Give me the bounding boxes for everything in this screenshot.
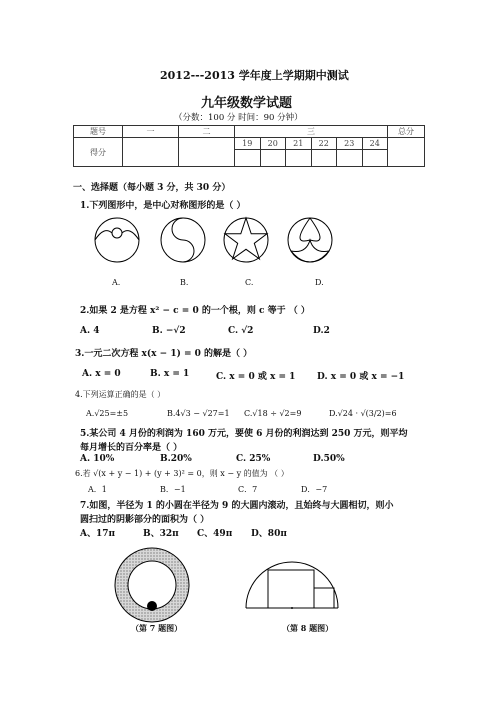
sub-19: 19 bbox=[235, 138, 261, 150]
defen-label: 得分 bbox=[74, 138, 123, 167]
q5-option-b: B.20% bbox=[160, 454, 192, 464]
figure-7-caption: （第 7 题图） bbox=[131, 623, 183, 633]
q5-option-c: C. 25% bbox=[236, 454, 271, 464]
col-2-header: 二 bbox=[179, 126, 235, 138]
sub-23: 23 bbox=[337, 138, 363, 150]
q4-option-b: B.4√3 − √27=1 bbox=[167, 409, 230, 418]
q1-label-c: C. bbox=[245, 278, 254, 287]
exam-info: （分数：100 分 时间：90 分钟） bbox=[174, 113, 303, 123]
question-6: 6.若 √(x + y − 1) + (y + 3)² = 0，则 x − y 的值为 （ ） bbox=[75, 469, 289, 478]
q1-label-d: D. bbox=[315, 278, 324, 287]
q4-option-a: A.√25=±5 bbox=[86, 409, 129, 418]
q2-option-a: A. 4 bbox=[80, 326, 100, 336]
exam-title: 2012---2013 学年度上学期期中测试 bbox=[160, 69, 349, 82]
question-5-line1: 5.某公司 4 月份的利润为 160 万元，要使 6 月份的利润达到 250 万元，则平均 bbox=[80, 429, 408, 439]
q6-option-b: B．−1 bbox=[160, 485, 186, 494]
sub-21: 21 bbox=[286, 138, 312, 150]
sub-20: 20 bbox=[260, 138, 286, 150]
total-header: 总分 bbox=[388, 126, 425, 138]
q7-option-b: B、32π bbox=[143, 529, 179, 539]
question-1: 1.下列图形中，是中心对称图形的是（ ） bbox=[80, 201, 246, 211]
tihao-header: 题号 bbox=[74, 126, 123, 138]
question-4: 4.下列运算正确的是（ ） bbox=[75, 390, 166, 399]
q2-option-d: D.2 bbox=[313, 326, 330, 336]
q6-option-d: D．−7 bbox=[301, 485, 328, 494]
q3-option-b: B. x = 1 bbox=[150, 369, 190, 379]
q3-option-d: D. x = 0 或 x = −1 bbox=[317, 372, 405, 382]
section-heading: 一、选择题（每小题 3 分，共 30 分） bbox=[73, 183, 231, 193]
subject-title: 九年级数学试题 bbox=[201, 96, 293, 111]
question-3: 3.一元二次方程 x(x − 1) = 0 的解是（ ） bbox=[75, 349, 253, 359]
q4-option-d: D.√24 · √(3/2)=6 bbox=[329, 409, 397, 418]
q2-option-c: C. √2 bbox=[228, 326, 254, 336]
q6-option-a: A．1 bbox=[88, 485, 107, 494]
col-1-header: 一 bbox=[123, 126, 179, 138]
q1-label-a: A. bbox=[112, 278, 121, 287]
q3-option-a: A. x = 0 bbox=[82, 369, 121, 379]
col-3-header: 三 bbox=[235, 126, 388, 138]
q7-option-d: D、80π bbox=[251, 529, 287, 539]
q3-option-c: C. x = 0 或 x = 1 bbox=[216, 372, 296, 382]
sub-22: 22 bbox=[311, 138, 337, 150]
q4-option-c: C.√18 ÷ √2=9 bbox=[244, 409, 302, 418]
question-5-line2: 每月增长的百分率是（ ） bbox=[80, 443, 183, 453]
q5-option-d: D.50% bbox=[313, 454, 345, 464]
figure-8-caption: （第 8 题图） bbox=[282, 623, 334, 633]
sub-24: 24 bbox=[362, 138, 388, 150]
q5-option-a: A. 10% bbox=[80, 454, 115, 464]
question-7-line2: 圆扫过的阴影部分的面积为（ ） bbox=[80, 515, 210, 525]
question-2: 2.如果 2 是方程 x² − c = 0 的一个根，则 c 等于 （ ） bbox=[80, 306, 310, 316]
q1-label-b: B. bbox=[180, 278, 189, 287]
question-7-line1: 7.如图，半径为 1 的小圆在半径为 9 的大圆内滚动，且始终与大圆相切，则小 bbox=[80, 501, 394, 511]
q7-option-c: C、49π bbox=[197, 529, 233, 539]
q7-option-a: A、17π bbox=[80, 529, 116, 539]
q2-option-b: B. −√2 bbox=[152, 326, 186, 336]
q6-option-c: C．7 bbox=[238, 485, 258, 494]
